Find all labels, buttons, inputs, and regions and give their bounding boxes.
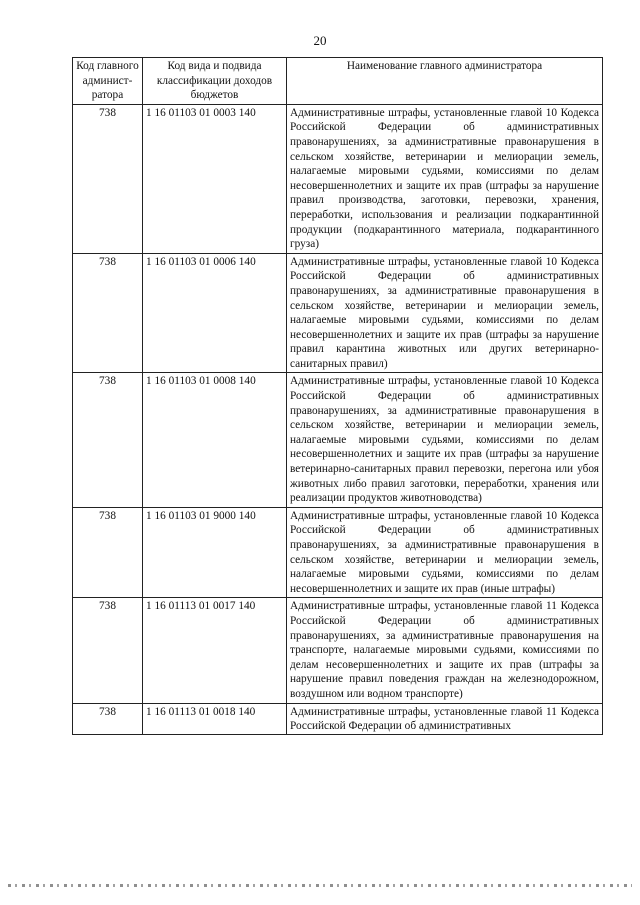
revenue-administrators-table [72, 57, 603, 735]
admin-code-cell: 738 [73, 703, 143, 734]
table-row [73, 598, 603, 703]
admin-name-cell [287, 507, 603, 598]
table-row [73, 253, 603, 373]
admin-name-cell [287, 598, 603, 703]
admin-code-cell: 738 [73, 507, 143, 598]
table-row [73, 507, 603, 598]
kbk-cell: 1 16 01113 01 0018 140 [143, 703, 287, 734]
kbk-cell: 1 16 01103 01 9000 140 [143, 507, 287, 598]
kbk-cell: 1 16 01113 01 0017 140 [143, 598, 287, 703]
admin-name-cell [287, 373, 603, 507]
kbk-cell: 1 16 01103 01 0006 140 [143, 253, 287, 373]
header-admin-code: Код главного админист-ратора [73, 58, 143, 105]
admin-code-cell: 738 [73, 373, 143, 507]
admin-name-text: Административные штрафы, установленные главой 10 Кодекса Российской Федерации об административных правонарушениях, за административные правонарушения в сельском хозяйстве, ветеринарии и мелиорации земель, налагаемые мировыми судьями, комиссиями по делам несовершеннолетних и защите их прав (штрафы за нарушение ветеринарно-санитарных правил перевозки, перегона или убоя животных либо правил заготовки, переработки, хранения или реализации продуктов животноводства) [290, 375, 599, 505]
kbk-cell: 1 16 01103 01 0008 140 [143, 373, 287, 507]
table-header-row [73, 58, 603, 105]
admin-name-cell [287, 253, 603, 373]
admin-name-text: Административные штрафы, установленные главой 10 Кодекса Российской Федерации об административных правонарушениях, за административные правонарушения в сельском хозяйстве, ветеринарии и мелиорации земель, налагаемые мировыми судьями, комиссиями по делам несовершеннолетних и защите их прав (штрафы за нарушение правил производства, заготовки, перевозки, хранения, переработки, использования и реализации подкарантинной продукции (подкарантинного материала, подкарантинного груза) [290, 106, 599, 251]
table-row [73, 373, 603, 507]
header-admin-name: Наименование главного администратора [287, 58, 603, 105]
admin-name-text: Административные штрафы, установленные главой 11 Кодекса Российской Федерации об административных [290, 705, 599, 733]
table-row [73, 104, 603, 253]
admin-code-cell: 738 [73, 104, 143, 253]
admin-code-cell: 738 [73, 598, 143, 703]
admin-name-cell [287, 703, 603, 734]
page-number: 20 [313, 33, 327, 48]
scan-edge-noise [8, 884, 632, 887]
admin-name-cell [287, 104, 603, 253]
admin-name-text: Административные штрафы, установленные главой 10 Кодекса Российской Федерации об административных правонарушениях, за административные правонарушения в сельском хозяйстве, ветеринарии и мелиорации земель, налагаемые мировыми судьями, комиссиями по делам несовершеннолетних и защите их прав (штрафы за нарушение правил карантина животных или других ветеринарно-санитарных правил) [290, 255, 599, 370]
admin-name-text: Административные штрафы, установленные главой 10 Кодекса Российской Федерации об административных правонарушениях, за административные правонарушения в сельском хозяйстве, ветеринарии и мелиорации земель, налагаемые мировыми судьями, комиссиями по делам несовершеннолетних и защите их прав (иные штрафы) [290, 509, 599, 595]
admin-code-cell: 738 [73, 253, 143, 373]
kbk-cell: 1 16 01103 01 0003 140 [143, 104, 287, 253]
table-row [73, 703, 603, 734]
admin-name-text: Административные штрафы, установленные главой 11 Кодекса Российской Федерации об административных правонарушениях, за административные правонарушения на транспорте, налагаемые мировыми судьями, комиссиями по делам несовершеннолетних и защите их прав (штрафы за нарушение правил поведения граждан на железнодорожном, воздушном или водном транспорте) [290, 600, 599, 700]
header-kbk: Код вида и подвида классификации доходов бюджетов [143, 58, 287, 105]
